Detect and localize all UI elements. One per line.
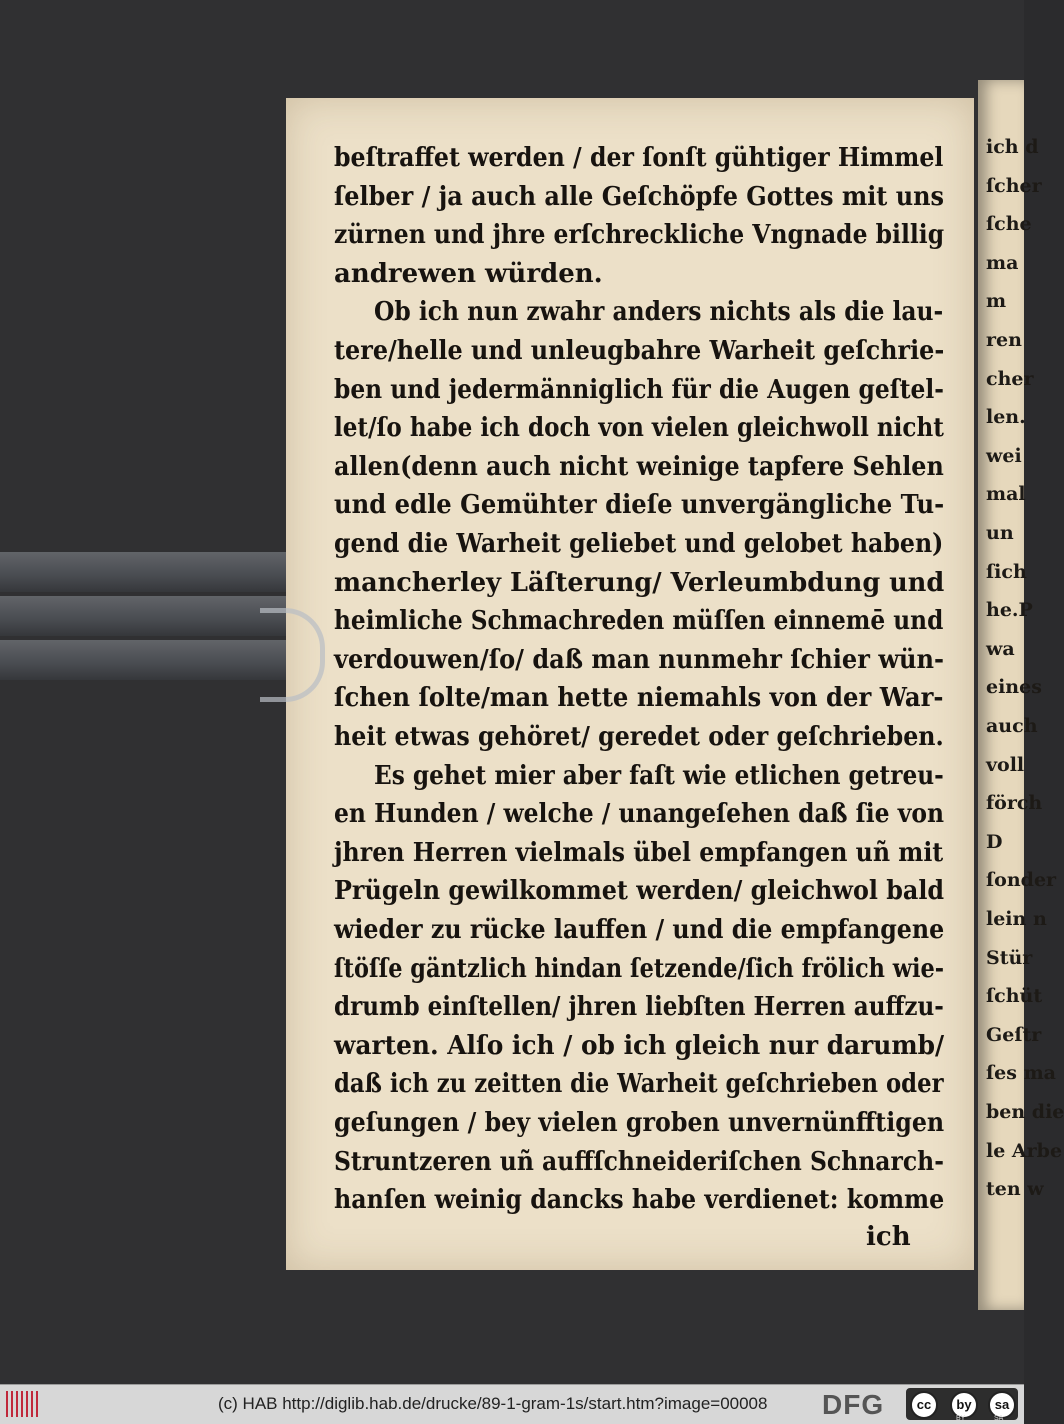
text-line: daß ich zu zeitten die Warheit geſchrieben oder: [334, 1069, 944, 1100]
text-line: hanſen weinig dancks habe verdienet: komme: [334, 1185, 945, 1216]
next-page-fragment: ma: [986, 251, 1019, 274]
next-page-fragment: Stür: [986, 946, 1033, 969]
next-page-fragment: ben die: [986, 1101, 1064, 1123]
next-page-fragment: wei: [986, 444, 1022, 467]
text-line: gend die Warheit geliebet und gelobet haben): [334, 529, 944, 559]
text-line: andrewen würden.: [334, 258, 603, 289]
text-line: geſungen / bey vielen groben unvernünfftigen: [334, 1108, 945, 1138]
text-line: en Hunden / welche / unangeſehen daß ſie von: [334, 799, 944, 830]
text-line: allen(denn auch nicht weinige tapfere Sehlen: [334, 451, 944, 482]
copyright-credit[interactable]: (c) HAB http://diglib.hab.de/drucke/89-1-gram-1s/start.htm?image=00008: [218, 1394, 768, 1413]
text-line: wieder zu rücke lauffen / und die empfangene: [334, 915, 945, 945]
text-line: ſchen ſolte/man hette niemahls von der War-: [334, 683, 944, 714]
next-page-fragment: ſche: [986, 213, 1032, 236]
by-icon: by: [950, 1391, 978, 1419]
next-page-fragment: ſcher: [986, 174, 1042, 197]
text-line: Prügeln gewilkommet werden/ gleichwol bald: [334, 876, 945, 907]
next-page-fragment: eines: [986, 676, 1042, 699]
next-page-fragment: wa: [986, 637, 1015, 660]
text-line: ſelber / ja auch alle Geſchöpfe Gottes mit uns: [334, 181, 945, 212]
book-page: [286, 98, 974, 1270]
text-line: mancherley Läſterung/ Verleumbdung und: [334, 567, 945, 598]
dfg-logo: DFG: [822, 1389, 885, 1420]
text-line: jhren Herren vielmals übel empfangen uñ mit: [334, 837, 944, 868]
footer-bar: [0, 1384, 1024, 1424]
cc-license-badge[interactable]: [906, 1388, 1018, 1420]
text-line: heimliche Schmachreden müſſen einnemē und: [334, 606, 944, 637]
book-support-strap: [0, 640, 300, 680]
next-page-fragment: lein n: [986, 908, 1047, 930]
text-line: ſtöſſe gäntzlich hindan ſetzende/ſich frölich wie-: [334, 953, 945, 984]
next-page-fragment: ich d: [986, 136, 1039, 158]
by-tag: BY: [956, 1415, 966, 1422]
next-page-fragment: auch: [986, 715, 1038, 737]
text-line: Struntzeren uñ auffſchneideriſchen Schnarch-: [334, 1146, 944, 1177]
next-page-edge: [978, 80, 1064, 1310]
text-line: let/ſo habe ich doch von vielen gleichwoll nicht: [334, 413, 944, 444]
book-support-strap: [0, 552, 300, 592]
next-page-fragment: ren: [986, 329, 1022, 351]
next-page-fragment: D: [986, 830, 1003, 853]
text-line: ben und jedermänniglich für die Augen geſtel-: [334, 374, 944, 405]
next-page-fragment: Geſtr: [986, 1023, 1042, 1046]
text-line: warten. Alſo ich / ob ich gleich nur darumb/: [334, 1030, 945, 1061]
text-line: verdouwen/ſo/ daß man nunmehr ſchier wün-: [334, 644, 945, 675]
next-page-fragment: cher: [986, 367, 1034, 390]
next-page-fragment: len.: [986, 406, 1026, 429]
next-page-fragment: voll: [986, 753, 1025, 776]
next-page-fragment: m: [986, 290, 1007, 313]
next-page-fragment: un: [986, 522, 1014, 544]
text-line: und edle Gemühter dieſe unvergängliche Tu-: [334, 490, 945, 521]
text-line: drumb einſtellen/ jhren liebſten Herren auffzu-: [334, 992, 944, 1023]
text-line: Es gehet mier aber faſt wie etlichen getreu-: [374, 760, 944, 791]
next-page-fragment: ſchüt: [986, 985, 1043, 1008]
text-line: heit etwas gehöret/ geredet oder geſchrieben.: [334, 722, 944, 752]
next-page-fragment: förch: [986, 792, 1043, 815]
next-page-fragment: ſich: [986, 560, 1027, 583]
book-support-strap: [0, 596, 300, 636]
text-line: zürnen und jhre erſchreckliche Vngnade billig: [334, 220, 945, 251]
next-page-fragment: ſes ma: [986, 1062, 1056, 1085]
page-clip: [260, 608, 325, 702]
next-page-fragment: le Arbe: [986, 1139, 1063, 1162]
sa-icon: sa: [988, 1391, 1016, 1419]
text-line: beſtraffet werden / der ſonſt gühtiger Himmel: [334, 143, 944, 173]
next-page-fragment: he.P: [986, 599, 1033, 622]
next-page-fragment: ſonder: [986, 869, 1057, 892]
catchword: ich: [866, 1222, 911, 1252]
text-line: tere/helle und unleugbahre Warheit geſchrie-: [334, 336, 945, 366]
text-line: Ob ich nun zwahr anders nichts als die lau-: [374, 297, 944, 328]
cc-icon: cc: [910, 1391, 938, 1419]
next-page-fragment: ten w: [986, 1178, 1044, 1201]
library-logo: [6, 1391, 40, 1417]
next-page-fragment: mal: [986, 483, 1026, 506]
sa-tag: SA: [994, 1415, 1004, 1422]
